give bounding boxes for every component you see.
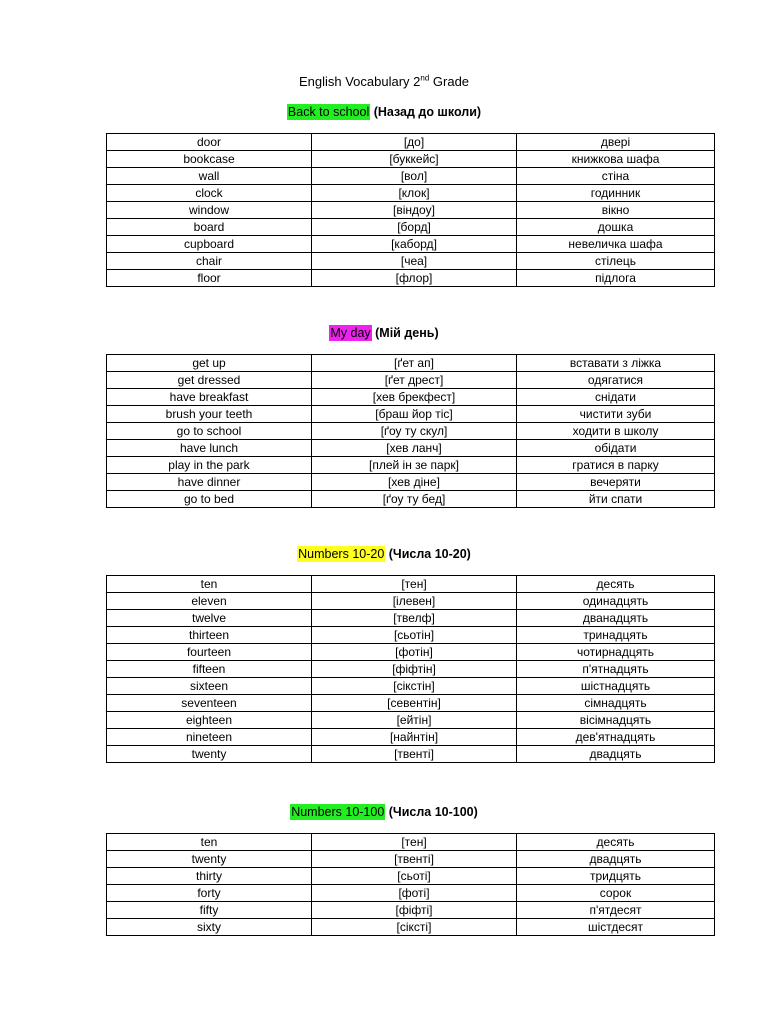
table-row	[107, 576, 715, 593]
transcription-cell: [каборд]	[312, 236, 517, 253]
table-row	[107, 202, 715, 219]
translation-cell: підлога	[517, 270, 715, 287]
table-row	[107, 491, 715, 508]
english-word-cell: sixteen	[107, 678, 312, 695]
table-row	[107, 423, 715, 440]
translation-cell: вечеряти	[517, 474, 715, 491]
english-word-cell: go to school	[107, 423, 312, 440]
translation-cell: гратися в парку	[517, 457, 715, 474]
table-row	[107, 885, 715, 902]
vocab-table-numbers-10-20	[106, 575, 715, 763]
translation-cell: невеличка шафа	[517, 236, 715, 253]
table-row	[107, 440, 715, 457]
transcription-cell: [тен]	[312, 576, 517, 593]
transcription-cell: [найнтін]	[312, 729, 517, 746]
transcription-cell: [ґоу ту бед]	[312, 491, 517, 508]
english-word-cell: seventeen	[107, 695, 312, 712]
english-word-cell: have breakfast	[107, 389, 312, 406]
transcription-cell: [хев ланч]	[312, 440, 517, 457]
translation-cell: вікно	[517, 202, 715, 219]
english-word-cell: go to bed	[107, 491, 312, 508]
translation-cell: тридцять	[517, 868, 715, 885]
english-word-cell: play in the park	[107, 457, 312, 474]
translation-cell: десять	[517, 834, 715, 851]
transcription-cell: [твенті]	[312, 746, 517, 763]
translation-cell: йти спати	[517, 491, 715, 508]
table-row	[107, 593, 715, 610]
translation-cell: одягатися	[517, 372, 715, 389]
section-heading-numbers-10-20	[0, 547, 768, 561]
transcription-cell: [ілевен]	[312, 593, 517, 610]
transcription-cell: [буккейс]	[312, 151, 517, 168]
english-word-cell: board	[107, 219, 312, 236]
translation-cell: сорок	[517, 885, 715, 902]
transcription-cell: [сьотін]	[312, 627, 517, 644]
table-row	[107, 712, 715, 729]
table-row	[107, 695, 715, 712]
transcription-cell: [плей ін зе парк]	[312, 457, 517, 474]
table-row	[107, 678, 715, 695]
transcription-cell: [фіфті]	[312, 902, 517, 919]
translation-cell: п'ятнадцять	[517, 661, 715, 678]
english-word-cell: fifteen	[107, 661, 312, 678]
transcription-cell: [сікстін]	[312, 678, 517, 695]
table-row	[107, 372, 715, 389]
translation-cell: снідати	[517, 389, 715, 406]
translation-cell: ходити в школу	[517, 423, 715, 440]
translation-cell: одинадцять	[517, 593, 715, 610]
transcription-cell: [фіфтін]	[312, 661, 517, 678]
transcription-cell: [ейтін]	[312, 712, 517, 729]
transcription-cell: [хев брекфест]	[312, 389, 517, 406]
translation-cell: двері	[517, 134, 715, 151]
translation-cell: обідати	[517, 440, 715, 457]
transcription-cell: [ґет дрест]	[312, 372, 517, 389]
transcription-cell: [борд]	[312, 219, 517, 236]
english-word-cell: chair	[107, 253, 312, 270]
english-word-cell: eighteen	[107, 712, 312, 729]
transcription-cell: [до]	[312, 134, 517, 151]
transcription-cell: [твенті]	[312, 851, 517, 868]
table-row	[107, 185, 715, 202]
english-word-cell: thirty	[107, 868, 312, 885]
translation-cell: вставати з ліжка	[517, 355, 715, 372]
translation-cell: чистити зуби	[517, 406, 715, 423]
table-row	[107, 151, 715, 168]
translation-cell: двадцять	[517, 851, 715, 868]
section-highlight: Numbers 10-20	[298, 547, 385, 561]
section-subtitle: (Назад до школи)	[370, 105, 482, 119]
translation-cell: стілець	[517, 253, 715, 270]
english-word-cell: cupboard	[107, 236, 312, 253]
english-word-cell: have dinner	[107, 474, 312, 491]
english-word-cell: ten	[107, 576, 312, 593]
english-word-cell: window	[107, 202, 312, 219]
transcription-cell: [ґет ап]	[312, 355, 517, 372]
translation-cell: годинник	[517, 185, 715, 202]
english-word-cell: nineteen	[107, 729, 312, 746]
table-row	[107, 834, 715, 851]
section-subtitle: (Числа 10-100)	[385, 805, 478, 819]
table-row	[107, 270, 715, 287]
translation-cell: двадцять	[517, 746, 715, 763]
table-row	[107, 902, 715, 919]
table-row	[107, 746, 715, 763]
english-word-cell: forty	[107, 885, 312, 902]
translation-cell: дванадцять	[517, 610, 715, 627]
english-word-cell: fourteen	[107, 644, 312, 661]
table-row	[107, 919, 715, 936]
english-word-cell: get up	[107, 355, 312, 372]
table-row	[107, 474, 715, 491]
english-word-cell: ten	[107, 834, 312, 851]
translation-cell: п'ятдесят	[517, 902, 715, 919]
section-highlight: My day	[330, 326, 371, 340]
english-word-cell: eleven	[107, 593, 312, 610]
translation-cell: дев'ятнадцять	[517, 729, 715, 746]
table-row	[107, 851, 715, 868]
translation-cell: сімнадцять	[517, 695, 715, 712]
table-row	[107, 610, 715, 627]
translation-cell: десять	[517, 576, 715, 593]
translation-cell: чотирнадцять	[517, 644, 715, 661]
table-row	[107, 661, 715, 678]
english-word-cell: have lunch	[107, 440, 312, 457]
table-row	[107, 168, 715, 185]
transcription-cell: [вол]	[312, 168, 517, 185]
english-word-cell: sixty	[107, 919, 312, 936]
section-subtitle: (Мій день)	[371, 326, 439, 340]
page-title	[0, 74, 768, 89]
section-heading-numbers-10-100	[0, 805, 768, 819]
title-main: English Vocabulary 2	[298, 74, 421, 89]
transcription-cell: [тен]	[312, 834, 517, 851]
translation-cell: вісімнадцять	[517, 712, 715, 729]
english-word-cell: twenty	[107, 746, 312, 763]
transcription-cell: [фоті]	[312, 885, 517, 902]
transcription-cell: [флор]	[312, 270, 517, 287]
english-word-cell: thirteen	[107, 627, 312, 644]
transcription-cell: [севентін]	[312, 695, 517, 712]
table-row	[107, 868, 715, 885]
transcription-cell: [хев діне]	[312, 474, 517, 491]
translation-cell: шістнадцять	[517, 678, 715, 695]
table-row	[107, 355, 715, 372]
transcription-cell: [клок]	[312, 185, 517, 202]
vocab-table-my-day	[106, 354, 715, 508]
table-row	[107, 389, 715, 406]
title-superscript: nd	[420, 73, 430, 83]
section-heading-back-to-school	[0, 105, 768, 119]
english-word-cell: door	[107, 134, 312, 151]
vocab-table-back-to-school	[106, 133, 715, 287]
table-row	[107, 219, 715, 236]
table-row	[107, 729, 715, 746]
transcription-cell: [фотін]	[312, 644, 517, 661]
table-row	[107, 627, 715, 644]
english-word-cell: brush your teeth	[107, 406, 312, 423]
transcription-cell: [браш йор тіс]	[312, 406, 517, 423]
section-highlight: Back to school	[287, 105, 370, 119]
english-word-cell: wall	[107, 168, 312, 185]
table-row	[107, 406, 715, 423]
vocab-table-numbers-10-100	[106, 833, 715, 936]
translation-cell: дошка	[517, 219, 715, 236]
english-word-cell: floor	[107, 270, 312, 287]
english-word-cell: clock	[107, 185, 312, 202]
translation-cell: тринадцять	[517, 627, 715, 644]
english-word-cell: twenty	[107, 851, 312, 868]
title-end: Grade	[429, 74, 470, 89]
table-row	[107, 134, 715, 151]
transcription-cell: [віндоу]	[312, 202, 517, 219]
section-highlight: Numbers 10-100	[291, 805, 385, 819]
section-heading-my-day	[0, 326, 768, 340]
english-word-cell: get dressed	[107, 372, 312, 389]
translation-cell: книжкова шафа	[517, 151, 715, 168]
table-row	[107, 457, 715, 474]
transcription-cell: [ґоу ту скул]	[312, 423, 517, 440]
transcription-cell: [твелф]	[312, 610, 517, 627]
transcription-cell: [сіксті]	[312, 919, 517, 936]
section-subtitle: (Числа 10-20)	[385, 547, 471, 561]
transcription-cell: [сьоті]	[312, 868, 517, 885]
english-word-cell: fifty	[107, 902, 312, 919]
table-row	[107, 253, 715, 270]
english-word-cell: twelve	[107, 610, 312, 627]
transcription-cell: [чеа]	[312, 253, 517, 270]
table-row	[107, 644, 715, 661]
translation-cell: стіна	[517, 168, 715, 185]
english-word-cell: bookcase	[107, 151, 312, 168]
translation-cell: шістдесят	[517, 919, 715, 936]
table-row	[107, 236, 715, 253]
